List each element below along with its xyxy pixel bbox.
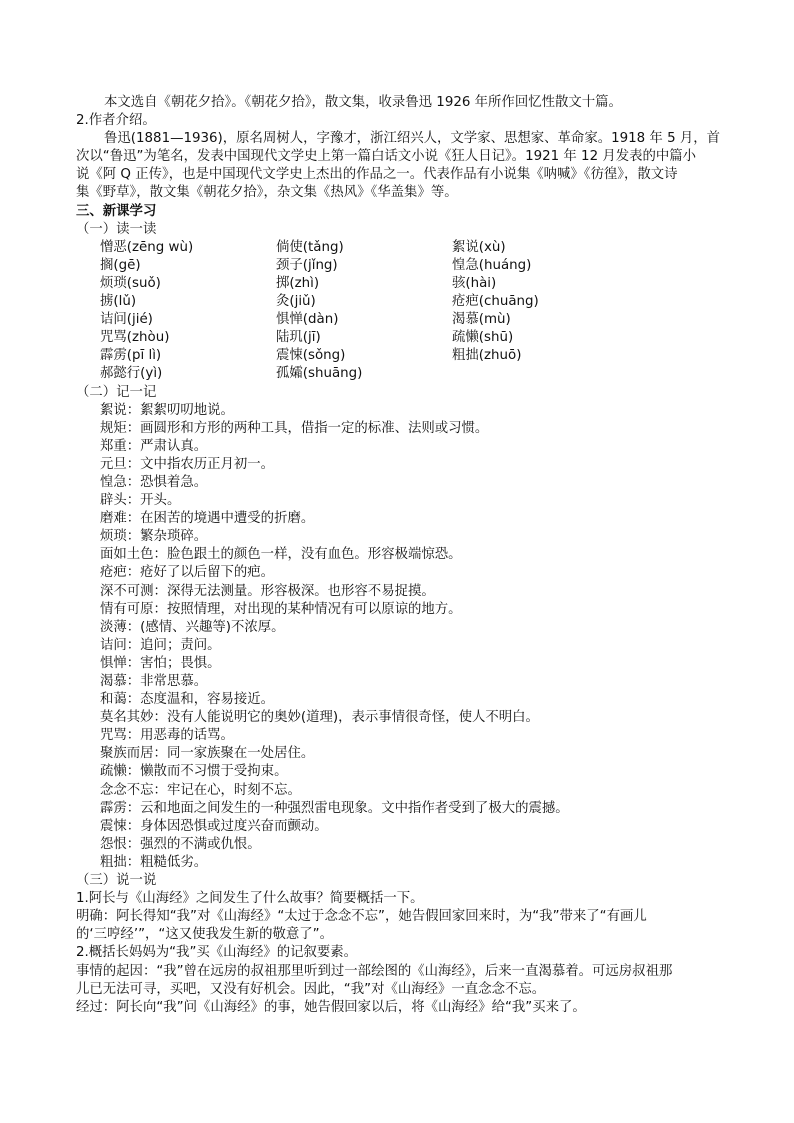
vocab-list [76,402,732,872]
pinyin-item: 絮说(xù) [452,239,506,255]
pinyin-item: 憎恶(zēng wù) [100,239,194,255]
vocab-item: 辟头：开头。 [100,493,181,509]
vocab-item: 郑重：严肃认真。 [100,438,208,454]
answer-1-line: 明确：阿长得知“我”对《山海经》“太过于念念不忘”，她告假回家回来时，为“我”带来了“有画儿 [76,909,647,925]
read-heading: （一）读一读 [76,221,157,237]
cause-line: 儿已无法可寻，买吧，又没有好机会。因此，“我”对《山海经》一直念念不忘。 [76,981,546,997]
vocab-item: 聚族而居：同一家族聚在一处居住。 [100,746,315,762]
vocab-item: 和蔼：态度温和，容易接近。 [100,692,275,708]
vocab-item: 情有可原：按照情理，对出现的某种情况有可以原谅的地方。 [100,601,462,617]
vocab-item: 疏懒：懒散而不习惯于受拘束。 [100,764,288,780]
source-paragraph: 本文选自《朝花夕拾》。《朝花夕拾》，散文集，收录鲁迅 1926 年所作回忆性散文十篇。 [104,95,622,110]
cause-line: 事情的起因：“我”曾在远房的叔祖那里听到过一部绘图的《山海经》，后来一直渴慕着。可远房叔祖那 [76,963,673,979]
vocab-item: 莫名其妙：没有人能说明它的奥妙(道理)，表示事情很奇怪，使人不明白。 [100,710,539,726]
talk-heading: （三）说一说 [76,873,157,889]
vocab-item: 霹雳：云和地面之间发生的一种强烈雷电现象。文中指作者受到了极大的震撼。 [100,800,569,816]
vocab-item: 絮说：絮絮叨叨地说。 [100,402,234,418]
vocab-item: 震悚：身体因恐惧或过度兴奋而颤动。 [100,818,328,834]
vocab-item: 咒骂：用恶毒的话骂。 [100,728,234,744]
pinyin-item: 孤孀(shuāng) [276,366,363,382]
vocab-item: 诘问：追问；责问。 [100,637,221,653]
pinyin-item: 震悚(sǒng) [276,348,346,364]
vocab-item: 面如土色：脸色跟土的颜色一样，没有血色。形容极端惊恐。 [100,547,462,563]
pinyin-item: 渴慕(mù) [452,312,511,328]
pinyin-item: 惶急(huáng) [452,257,532,273]
pinyin-item: 灸(jiǔ) [276,294,316,310]
pinyin-item: 倘使(tǎng) [276,239,344,255]
question-1: 1.阿长与《山海经》之间发生了什么故事？简要概括一下。 [76,891,424,907]
pinyin-item: 骇(hài) [452,275,497,291]
vocab-item: 惶急：恐惧着急。 [100,474,208,490]
pinyin-item: 霹雳(pī lì) [100,348,162,364]
vocab-item: 淡薄：(感情、兴趣等)不浓厚。 [100,619,285,635]
document-body [76,94,732,1017]
process-line: 经过：阿长向“我”问《山海经》的事，她告假回家以后，将《山海经》给“我”买来了。 [76,999,586,1015]
memo-heading: （二）记一记 [76,384,157,400]
pinyin-item: 郝懿行(yì) [100,366,163,382]
pinyin-item: 粗拙(zhuō) [452,348,522,364]
author-line: 集《野草》，散文集《朝花夕拾》，杂文集《热风》《华盖集》等。 [76,185,458,201]
vocab-item: 深不可测：深得无法测量。形容极深。也形容不易捉摸。 [100,583,435,599]
question-2: 2.概括长妈妈为“我”买《山海经》的记叙要素。 [76,945,358,961]
author-line: 次以“鲁迅”为笔名，发表中国现代文学史上第一篇白话文小说《狂人日记》。1921 年 12 月发表的中篇小 [76,149,697,165]
pinyin-item: 惧惮(dàn) [276,312,339,328]
vocab-item: 烦琐：繁杂琐碎。 [100,529,208,545]
pinyin-item: 颈子(jǐng) [276,257,338,273]
pinyin-item: 烦琐(suǒ) [100,275,161,291]
author-heading: 2.作者介绍。 [76,113,156,129]
pinyin-item: 掳(lǔ) [100,294,137,310]
pinyin-item: 搁(gē) [100,257,141,273]
vocab-item: 元旦：文中指农历正月初一。 [100,456,275,472]
pinyin-grid [76,239,732,384]
vocab-item: 惧惮：害怕；畏惧。 [100,655,221,671]
pinyin-item: 掷(zhì) [276,275,320,291]
pinyin-item: 疏懒(shū) [452,330,514,346]
answer-1-line: 的‘三哼经’”，“这又使我发生新的敬意了”。 [76,927,333,943]
section-heading: 三、新课学习 [76,203,157,219]
author-line: 鲁迅(1881—1936)，原名周树人，字豫才，浙江绍兴人，文学家、思想家、革命家。1918 年 5 月，首 [104,131,721,147]
pinyin-item: 咒骂(zhòu) [100,330,170,346]
pinyin-item: 诘问(jié) [100,312,153,328]
pinyin-item: 陆玑(jī) [276,330,321,346]
pinyin-item: 疮疤(chuāng) [452,294,539,310]
author-line: 说《阿 Q 正传》，也是中国现代文学史上杰出的作品之一。代表作品有小说集《呐喊》《彷徨》，散文诗 [76,167,678,183]
vocab-item: 怨恨：强烈的不满或仇恨。 [100,836,261,852]
vocab-item: 粗拙：粗糙低劣。 [100,854,208,870]
vocab-item: 念念不忘：牢记在心，时刻不忘。 [100,782,301,798]
vocab-item: 磨难：在困苦的境遇中遭受的折磨。 [100,511,315,527]
vocab-item: 疮疤：疮好了以后留下的疤。 [100,565,275,581]
vocab-item: 渴慕：非常思慕。 [100,674,208,689]
vocab-item: 规矩：画圆形和方形的两种工具，借指一定的标准、法则或习惯。 [100,420,489,436]
